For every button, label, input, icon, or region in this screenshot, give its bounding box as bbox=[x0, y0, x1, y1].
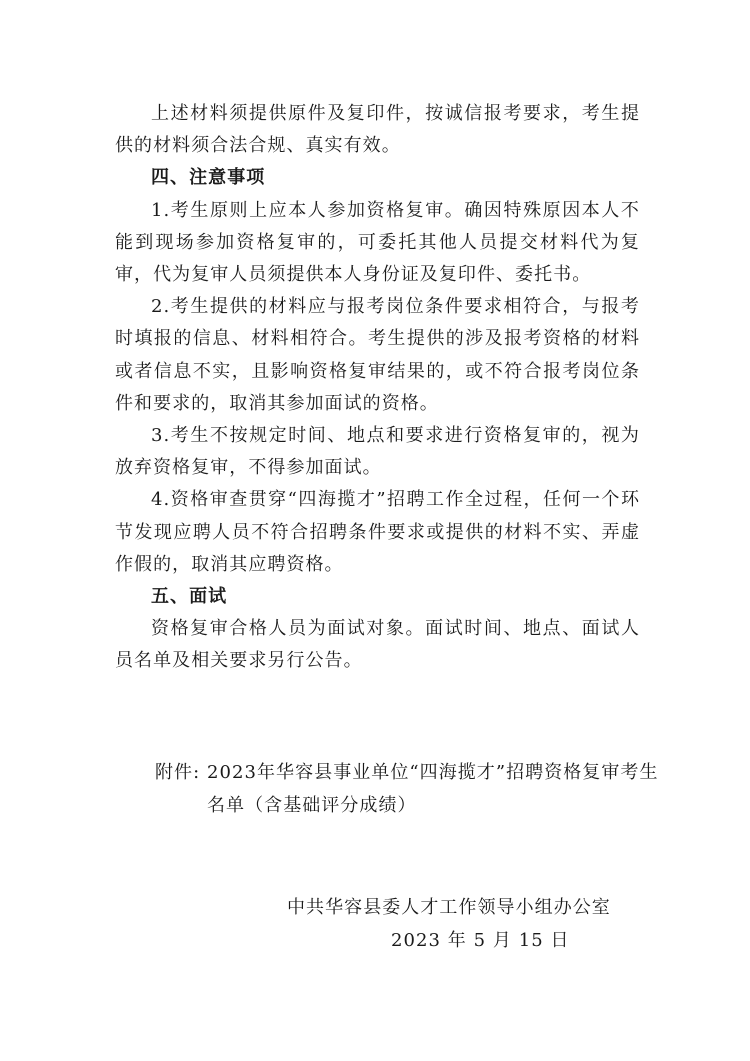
paragraph-note-3: 3.考生不按规定时间、地点和要求进行资格复审的，视为放弃资格复审，不得参加面试。 bbox=[115, 425, 640, 479]
section-heading-notes: 四、注意事项 bbox=[151, 167, 266, 189]
section-heading-interview: 五、面试 bbox=[151, 586, 228, 608]
paragraph-interview: 资格复审合格人员为面试对象。面试时间、地点、面试人员名单及相关要求另行公告。 bbox=[115, 618, 640, 672]
paragraph-materials-requirement: 上述材料须提供原件及复印件，按诚信报考要求，考生提供的材料须合法合规、真实有效。 bbox=[115, 103, 640, 157]
attachment-label: 附件: bbox=[155, 762, 201, 783]
attachment-title: 2023年华容县事业单位“四海揽才”招聘资格复审考生名单（含基础评分成绩） bbox=[207, 762, 659, 816]
issue-date: 2023 年 5 月 15 日 bbox=[391, 930, 570, 951]
paragraph-note-4: 4.资格审查贯穿“四海揽才”招聘工作全过程，任何一个环节发现应聘人员不符合招聘条件要求或提供的材料不实、弄虚作假的，取消其应聘资格。 bbox=[115, 489, 640, 575]
paragraph-note-2: 2.考生提供的材料应与报考岗位条件要求相符合，与报考时填报的信息、材料相符合。考生提供的涉及报考资格的材料或者信息不实，且影响资格复审结果的，或不符合报考岗位条件和要求的，取消其参加面试的资格。 bbox=[115, 296, 640, 414]
paragraph-note-1: 1.考生原则上应本人参加资格复审。确因特殊原因本人不能到现场参加资格复审的，可委托其他人员提交材料代为复审，代为复审人员须提供本人身份证及复印件、委托书。 bbox=[115, 199, 640, 286]
attachment-note bbox=[155, 756, 675, 822]
issuing-organization: 中共华容县委人才工作领导小组办公室 bbox=[287, 897, 611, 918]
document-body bbox=[115, 98, 640, 678]
